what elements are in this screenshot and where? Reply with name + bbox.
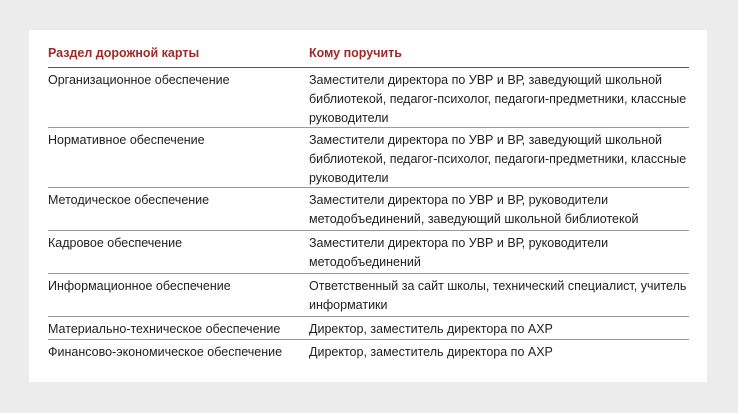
row-assignee: Ответственный за сайт школы, технический специалист, учитель информатики <box>309 279 687 312</box>
table-row <box>48 340 689 363</box>
roadmap-table <box>48 40 689 363</box>
table-row <box>48 128 689 188</box>
row-section: Организационное обеспечение <box>48 73 230 87</box>
table-row <box>48 68 689 128</box>
table-card <box>29 30 707 382</box>
table-row <box>48 274 689 317</box>
row-assignee: Директор, заместитель директора по АХР <box>309 322 553 336</box>
row-assignee: Заместители директора по УВР и ВР, руководители методобъединений, заведующий школьной библиотекой <box>309 193 639 226</box>
table-row <box>48 188 689 231</box>
row-assignee: Директор, заместитель директора по АХР <box>309 345 553 359</box>
row-section: Финансово-экономическое обеспечение <box>48 345 283 359</box>
row-assignee: Заместители директора по УВР и ВР, заведующий школьной библиотекой, педагог-психолог, педагоги-предметники, классные руководители <box>309 133 687 185</box>
row-section: Нормативное обеспечение <box>48 133 205 147</box>
row-section: Кадровое обеспечение <box>48 236 183 250</box>
row-assignee: Заместители директора по УВР и ВР, руководители методобъединений <box>309 236 609 269</box>
header-assignee: Кому поручить <box>309 46 402 60</box>
table-row <box>48 231 689 274</box>
header-section: Раздел дорожной карты <box>48 46 200 60</box>
row-section: Материально-техническое обеспечение <box>48 322 281 336</box>
table-header <box>48 40 689 68</box>
table-row <box>48 317 689 340</box>
row-section: Методическое обеспечение <box>48 193 210 207</box>
row-assignee: Заместители директора по УВР и ВР, заведующий школьной библиотекой, педагог-психолог, педагоги-предметники, классные руководители <box>309 73 687 125</box>
row-section: Информационное обеспечение <box>48 279 231 293</box>
